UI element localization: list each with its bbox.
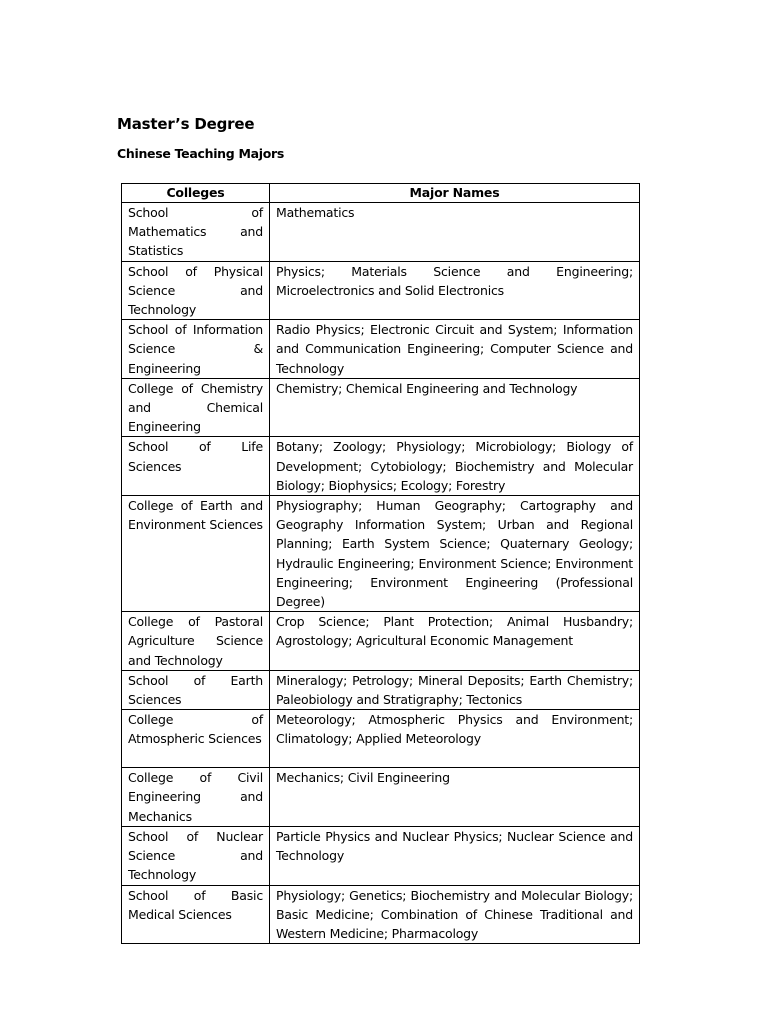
college-name: School of Nuclear Science and Technology — [122, 826, 270, 885]
college-name: College of Civil Engineering and Mechanics — [122, 768, 270, 827]
major-names: Meteorology; Atmospheric Physics and Environment; Climatology; Applied Meteorology — [270, 710, 640, 768]
major-names: Mathematics — [270, 203, 640, 262]
college-name: College of Earth and Environment Sciences — [122, 496, 270, 612]
table-row — [122, 261, 640, 320]
table-row — [122, 612, 640, 671]
major-names: Particle Physics and Nuclear Physics; Nuclear Science and Technology — [270, 826, 640, 885]
major-names: Physiology; Genetics; Biochemistry and Molecular Biology; Basic Medicine; Combination of Chinese Traditional and Western Medicine; Pharmacology — [270, 885, 640, 944]
table-row — [122, 826, 640, 885]
table-row — [122, 496, 640, 612]
page-title: Master’s Degree — [117, 115, 255, 133]
major-names: Physiography; Human Geography; Cartography and Geography Information System; Urban and Regional Planning; Earth System Science; Quaternary Geology; Hydraulic Engineering; Environment Science; Environment Engineering; Environment Engineering (Professional Degree) — [270, 496, 640, 612]
major-names: Crop Science; Plant Protection; Animal Husbandry; Agrostology; Agricultural Economic Management — [270, 612, 640, 671]
table-row — [122, 670, 640, 709]
table-row — [122, 710, 640, 768]
major-names: Mechanics; Civil Engineering — [270, 768, 640, 827]
major-names: Radio Physics; Electronic Circuit and System; Information and Communication Engineering; Computer Science and Technology — [270, 320, 640, 379]
college-name: School of Earth Sciences — [122, 670, 270, 709]
college-name: College of Chemistry and Chemical Engineering — [122, 378, 270, 437]
major-names: Physics; Materials Science and Engineering; Microelectronics and Solid Electronics — [270, 261, 640, 320]
college-name: School of Life Sciences — [122, 437, 270, 496]
major-names: Botany; Zoology; Physiology; Microbiology; Biology of Development; Cytobiology; Biochemistry and Molecular Biology; Biophysics; Ecology; Forestry — [270, 437, 640, 496]
column-header-colleges: Colleges — [122, 184, 270, 203]
table-row — [122, 320, 640, 379]
college-name: College of Atmospheric Sciences — [122, 710, 270, 768]
major-names: Mineralogy; Petrology; Mineral Deposits; Earth Chemistry; Paleobiology and Stratigraphy; Tectonics — [270, 670, 640, 709]
column-header-major-names: Major Names — [270, 184, 640, 203]
section-title: Chinese Teaching Majors — [117, 146, 285, 161]
table-row — [122, 768, 640, 827]
major-names: Chemistry; Chemical Engineering and Technology — [270, 378, 640, 437]
college-name: School of Information Science & Engineering — [122, 320, 270, 379]
college-name: College of Pastoral Agriculture Science and Technology — [122, 612, 270, 671]
table-row — [122, 378, 640, 437]
majors-table — [121, 183, 640, 944]
college-name: School of Physical Science and Technology — [122, 261, 270, 320]
table-header-row — [122, 184, 640, 203]
college-name: School of Mathematics and Statistics — [122, 203, 270, 262]
table-row — [122, 885, 640, 944]
table-row — [122, 203, 640, 262]
table-row — [122, 437, 640, 496]
college-name: School of Basic Medical Sciences — [122, 885, 270, 944]
